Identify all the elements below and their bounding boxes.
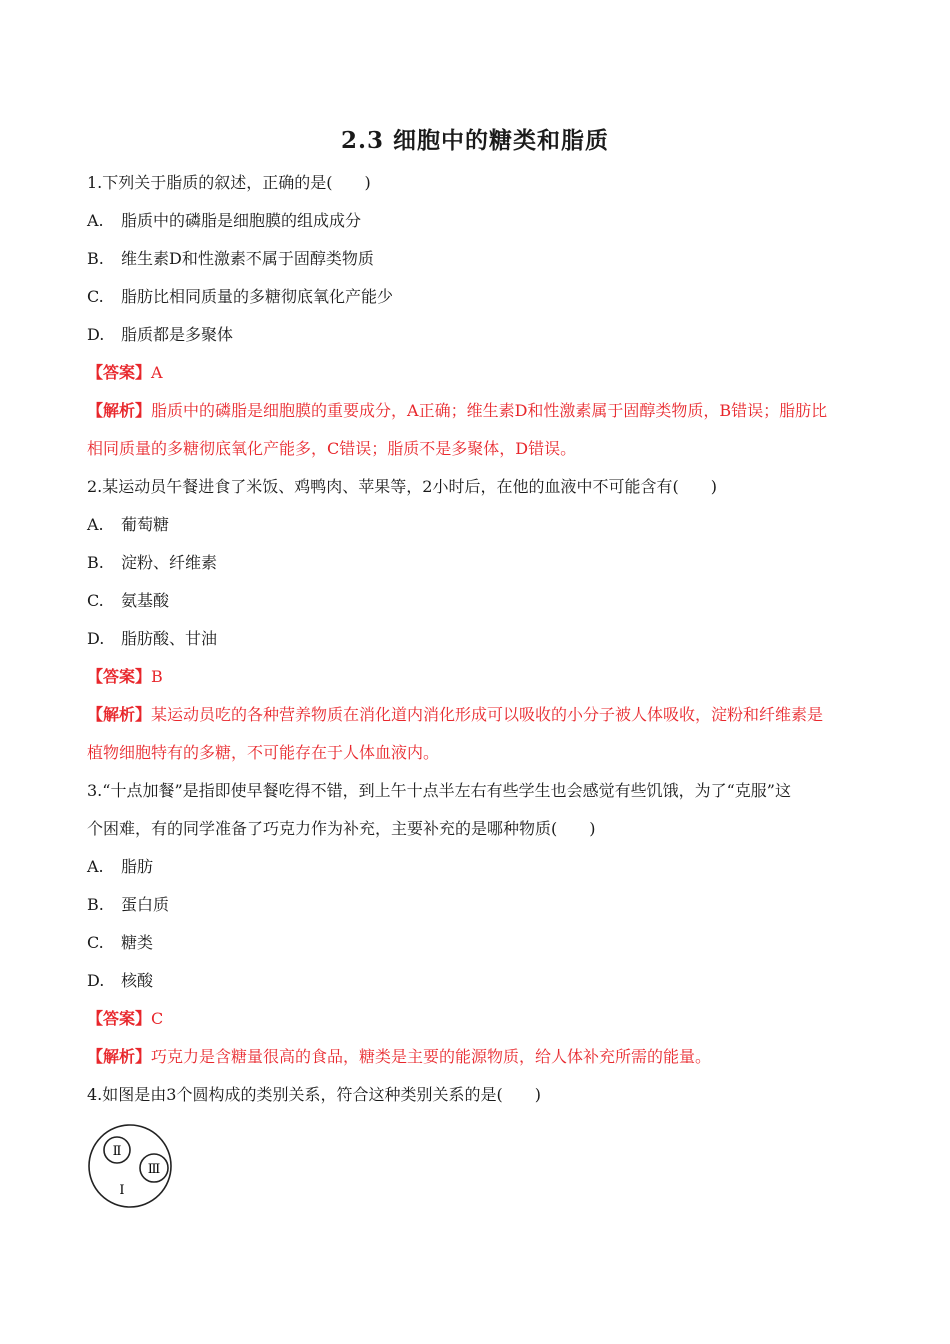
- analysis-tag: 【解析】: [87, 1047, 152, 1066]
- option-text: 脂肪: [121, 857, 154, 876]
- question-1-option-d: [87, 324, 233, 346]
- question-2-option-d: [87, 628, 217, 650]
- option-letter: A.: [87, 515, 104, 534]
- answer-value: C: [151, 1009, 164, 1028]
- question-3-option-a: [87, 856, 153, 878]
- question-2-analysis-cont: 植物细胞特有的多糖，不可能存在于人体血液内。: [87, 743, 440, 762]
- option-text: 氨基酸: [121, 591, 170, 610]
- question-3-stem: 3.“十点加餐”是指即使早餐吃得不错，到上午十点半左右有些学生也会感觉有些饥饿，为了“克服”这: [87, 781, 791, 800]
- question-2-stem: 2.某运动员午餐进食了米饭、鸡鸭肉、苹果等，2小时后，在他的血液中不可能含有( ): [87, 477, 717, 496]
- option-letter: C.: [87, 933, 104, 952]
- category-circles-figure: [86, 1122, 176, 1210]
- question-1-analysis: [87, 400, 827, 422]
- question-3-stem-cont: 个困难，有的同学准备了巧克力作为补充，主要补充的是哪种物质( ): [87, 819, 596, 838]
- option-letter: A.: [87, 211, 104, 230]
- label-ii: Ⅱ: [112, 1144, 122, 1159]
- option-letter: D.: [87, 325, 105, 344]
- option-text: 维生素D和性激素不属于固醇类物质: [121, 249, 374, 268]
- question-1-option-b: [87, 248, 374, 270]
- option-text: 核酸: [121, 971, 154, 990]
- option-text: 蛋白质: [121, 895, 170, 914]
- question-2-answer: [87, 666, 163, 688]
- option-text: 脂肪酸、甘油: [121, 629, 218, 648]
- question-2-analysis: [87, 704, 823, 726]
- question-2-option-c: [87, 590, 169, 612]
- question-3-option-b: [87, 894, 169, 916]
- question-1-analysis-cont: 相同质量的多糖彻底氧化产能多，C错误；脂质不是多聚体，D错误。: [87, 439, 577, 458]
- option-letter: C.: [87, 287, 104, 306]
- answer-value: B: [151, 667, 163, 686]
- option-text: 糖类: [121, 933, 154, 952]
- option-letter: D.: [87, 629, 105, 648]
- option-letter: B.: [87, 553, 104, 572]
- analysis-tag: 【解析】: [87, 401, 152, 420]
- answer-tag: 【答案】: [87, 667, 152, 686]
- answer-value: A: [151, 363, 163, 382]
- answer-tag: 【答案】: [87, 363, 152, 382]
- option-letter: D.: [87, 971, 105, 990]
- analysis-text: 脂质中的磷脂是细胞膜的重要成分，A正确；维生素D和性激素属于固醇类物质，B错误；脂肪比: [151, 401, 828, 420]
- question-1-stem: 1.下列关于脂质的叙述，正确的是( ): [87, 173, 371, 192]
- label-i: Ⅰ: [119, 1183, 125, 1198]
- question-3-analysis: [87, 1046, 711, 1068]
- option-text: 脂肪比相同质量的多糖彻底氧化产能少: [121, 287, 394, 306]
- question-1-answer: [87, 362, 163, 384]
- question-3-option-c: [87, 932, 153, 954]
- question-2-option-b: [87, 552, 217, 574]
- label-iii: Ⅲ: [147, 1162, 161, 1177]
- option-letter: C.: [87, 591, 104, 610]
- question-3-option-d: [87, 970, 153, 992]
- analysis-text: 某运动员吃的各种营养物质在消化道内消化形成可以吸收的小分子被人体吸收，淀粉和纤维素是: [151, 705, 824, 724]
- option-text: 淀粉、纤维素: [121, 553, 218, 572]
- option-letter: B.: [87, 895, 104, 914]
- option-text: 脂质都是多聚体: [121, 325, 234, 344]
- page-title: 2.3 细胞中的糖类和脂质: [340, 127, 610, 154]
- question-4-stem: 4.如图是由3个圆构成的类别关系，符合这种类别关系的是( ): [87, 1085, 541, 1104]
- option-letter: A.: [87, 857, 104, 876]
- question-1-option-a: [87, 210, 361, 232]
- question-1-option-c: [87, 286, 393, 308]
- analysis-text: 巧克力是含糖量很高的食品，糖类是主要的能源物质，给人体补充所需的能量。: [151, 1047, 712, 1066]
- analysis-tag: 【解析】: [87, 705, 152, 724]
- question-3-answer: [87, 1008, 163, 1030]
- option-text: 脂质中的磷脂是细胞膜的组成成分: [121, 211, 362, 230]
- question-2-option-a: [87, 514, 169, 536]
- option-text: 葡萄糖: [121, 515, 170, 534]
- answer-tag: 【答案】: [87, 1009, 152, 1028]
- option-letter: B.: [87, 249, 104, 268]
